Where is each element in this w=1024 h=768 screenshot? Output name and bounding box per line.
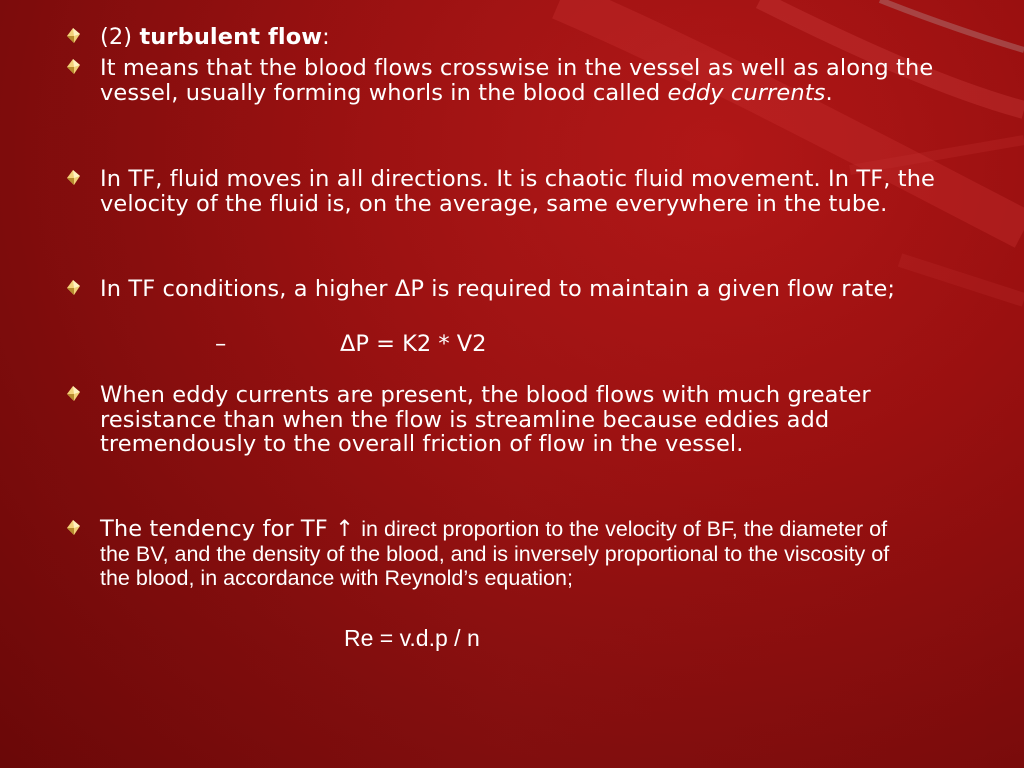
paragraph-chaotic-movement — [100, 167, 970, 216]
paragraph-turbulent-flow-heading — [100, 25, 980, 50]
formula-reynolds: Re = v.d.p / n — [344, 625, 480, 651]
paragraph-pressure-requirement — [100, 277, 960, 302]
paragraph-text: In TF conditions, a higher ΔP is required to maintain a given flow rate; — [100, 276, 896, 302]
paragraph-eddy-resistance — [100, 383, 900, 457]
paragraph-text: In TF, fluid moves in all directions. It is chaotic fluid movement. In TF, the velocity of the fluid is, on the average, same everywhere in the tube. — [100, 166, 935, 217]
italic-term: eddy currents — [667, 79, 826, 106]
paragraph-lead: The tendency for TF ↑ — [100, 516, 362, 542]
diamond-bullet-icon — [64, 168, 84, 188]
formula-pressure: ΔP = K2 * V2 — [340, 331, 487, 357]
paragraph-text: When eddy currents are present, the blood flows with much greater resistance than when the flow is streamline because eddies add tremendously to the overall friction of flow in the vessel. — [100, 382, 871, 457]
heading-suffix: : — [322, 24, 330, 50]
paragraph-suffix: . — [825, 79, 833, 106]
paragraph-crosswise-flow — [100, 56, 950, 105]
diamond-bullet-icon — [64, 384, 84, 404]
formula-dash: – — [215, 331, 227, 357]
diamond-bullet-icon — [64, 26, 84, 46]
paragraph-text: It means that the blood flows crosswise in the vessel as well as along the vessel, usually forming whorls in the blood called — [100, 55, 934, 106]
paragraph-reynolds-tendency — [100, 517, 910, 591]
heading-prefix: (2) — [100, 24, 140, 50]
diamond-bullet-icon — [64, 278, 84, 298]
heading-bold-text: turbulent flow — [139, 24, 323, 50]
diamond-bullet-icon — [64, 518, 84, 538]
paragraph-text: in direct proportion to the velocity of BF, the diameter of the BV, and the density of the blood, and is inversely proportional to the viscosity of the blood, in accordance with Reynold’s equation; — [100, 517, 890, 590]
diamond-bullet-icon — [64, 57, 84, 77]
